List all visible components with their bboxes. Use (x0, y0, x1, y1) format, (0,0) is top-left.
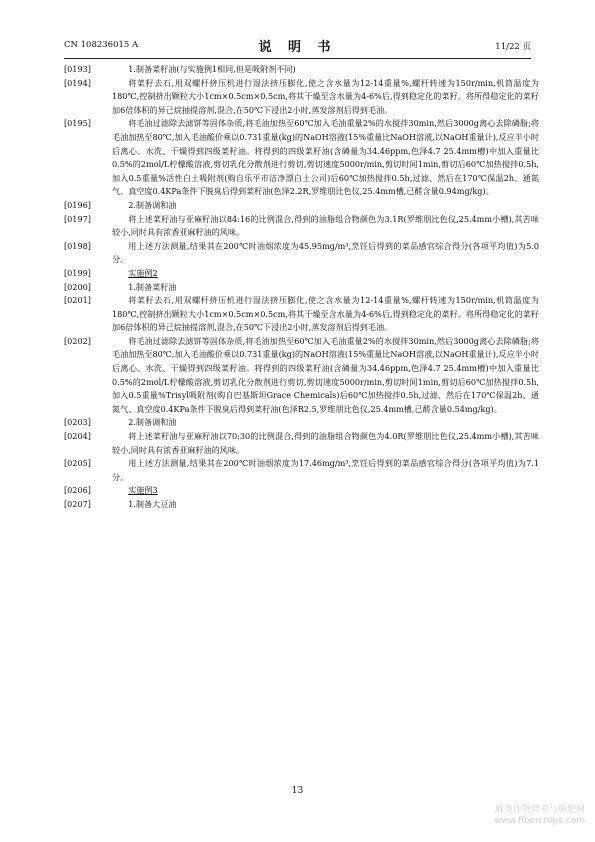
paragraph-number: [0198] (64, 240, 91, 251)
paragraph-text (112, 267, 539, 281)
paragraph-text: 1.制备菜籽油(与实施例1相同,但是吸附剂不同) (128, 64, 296, 74)
paragraph-text: 1.制备菜籽油 (128, 281, 177, 292)
patent-number: CN 108236015 A (64, 40, 139, 50)
paragraph (64, 63, 539, 77)
paragraph-number: [0196] (64, 199, 91, 210)
paragraph-text: 用上述方法测量,结果其在200℃时油烟浓度为17.46mg/m³,烹饪后得到的菜品感官综合得分(各项平均值)为7.1分。 (112, 458, 539, 482)
paragraph-text: 1.制备大豆油 (128, 499, 177, 509)
paragraph (64, 457, 539, 484)
page-header (64, 36, 531, 58)
paragraph-number: [0195] (64, 118, 91, 129)
paragraph-number: [0203] (64, 417, 91, 428)
paragraph (64, 213, 539, 240)
page-indicator: 11/22 页 (495, 42, 531, 52)
paragraph-number: [0204] (64, 431, 91, 442)
document-title: 说 明 书 (258, 40, 337, 55)
paragraph-number: [0199] (64, 267, 91, 278)
paragraph-number: [0194] (64, 77, 91, 88)
example-heading: 实施例2 (128, 267, 158, 278)
header-rule (64, 58, 531, 59)
page-number: 13 (291, 786, 304, 796)
paragraph-text: 将毛油过滤除去滤饼等固体杂质,将毛油加热至60℃加入毛油重量2%的水搅拌30min,然后3000g离心去除磷脂;将毛油加热至80℃,加入毛油酸价乘以0.731重量(kg)的NaOH溶液(15%重量比NaOH溶液,以NaOH重量计),反应半小时后离心、水洗、干燥得到四级菜籽油。将得到的四级菜籽油(含磷量为34.46ppm,色泽4.7 25.4mm槽)中加入重量比0.5%的2mol/L柠檬酸溶液,剪切乳化分散剂进行剪切,剪切速度5000r/min,剪切时间1min,剪切后60℃加热搅拌0.5h,加入0.5重量%活性白土吸附剂(购自乐平市洁净漂白土公司)后60℃加热搅拌0.5h,过滤、然后在170℃保温2h、通氮气、真空度0.4KPa条件下脱臭后得到菜籽油(色泽2.2R,罗维朋比色仪,25.4mm槽,已醛含量0.94mg/kg)。 (112, 118, 539, 197)
watermark-line-2: www.fibercrops.com (494, 816, 585, 826)
paragraph (64, 416, 539, 430)
paragraph-text (112, 484, 539, 498)
paragraph (64, 267, 539, 281)
paragraph-number: [0205] (64, 458, 91, 469)
paragraph-text: 2.制备调和油 (128, 199, 177, 210)
paragraph (64, 294, 539, 335)
example-heading: 实施例3 (128, 485, 158, 496)
paragraph (64, 484, 539, 498)
paragraph-text: 将毛油过滤除去滤饼等固体杂质,将毛油加热至60℃加入毛油重量2%的水搅拌30min,然后3000g离心去除磷脂;将毛油加热至80℃,加入毛油酸价乘以0.731重量(kg)的NaOH溶液(15%重量比NaOH溶液,以NaOH重量计),反应半小时后离心、水洗、干燥得到四级菜籽油。将得到的四级菜籽油(含磷量为34.46ppm,色泽4.7 25.4mm槽)中加入重量比0.5%的2mol/L柠檬酸溶液,剪切乳化分散剂进行剪切,剪切速度5000r/min,剪切时间1min,剪切后60℃加热搅拌0.5h,加入0.5重量%Trisyl吸附剂(购自巴基斯坦Grace Chemicals)后60℃加热搅拌0.5h,过滤、然后在170℃保温2h、通氮气、真空度0.4KPa条件下脱臭后得到菜籽油(色泽R2.5,罗维朋比色仪,25.4mm槽,已醛含量0.54mg/kg)。 (112, 335, 539, 414)
paragraph-number: [0202] (64, 335, 91, 346)
paragraph (64, 281, 539, 295)
paragraph-text: 将菜籽去石,用双螺杆挤压机进行湿法挤压膨化,使之含水量为12-14重量%,螺杆转速为150r/min,机筒温度为180℃,控制挤出颗粒大小1cm×0.5cm×0.5cm,将其干燥至含水量为4-6%后,得到稳定化的菜籽。将所得稳定化的菜籽加6倍体积的异己烷抽提溶剂,混合,在50℃下浸出2小时,蒸发溶剂后得到毛油。 (112, 295, 539, 333)
paragraph (64, 117, 539, 199)
paragraph (64, 335, 539, 417)
paragraph-number: [0197] (64, 213, 91, 224)
paragraph (64, 240, 539, 267)
paragraph (64, 430, 539, 457)
watermark-line-1: 麻类作物营养与施肥网 (494, 805, 585, 815)
paragraph-number: [0207] (64, 499, 91, 509)
paragraph-number: [0200] (64, 281, 91, 292)
paragraph-text: 将上述菜籽油与亚麻籽油以70:30的比例混合,得到的油脂组合物颜色为4.0R(罗维朋比色仪,25.4mm小槽),其苦味较小,同时具有浓香亚麻籽油的风味。 (112, 431, 539, 455)
document-body (64, 63, 539, 512)
paragraph-number: [0206] (64, 485, 91, 496)
paragraph (64, 199, 539, 213)
watermark (494, 805, 585, 827)
paragraph-text: 将上述菜籽油与亚麻籽油以84:16的比例混合,得到的油脂组合物颜色为3.1R(罗维朋比色仪,25.4mm小槽),其苦味较小,同时具有浓香亚麻籽油的风味。 (112, 213, 539, 238)
paragraph-number: [0193] (64, 64, 91, 74)
paragraph-text: 2.制备调和油 (128, 417, 177, 428)
paragraph-text: 用上述方法测量,结果其在200℃时油烟浓度为45.95mg/m³,烹饪后得到的菜品感官综合得分(各项平均值)为5.0分。 (112, 240, 539, 265)
paragraph-text: 将菜籽去石,用双螺杆挤压机进行湿法挤压膨化,使之含水量为12-14重量%,螺杆转速为150r/min,机筒温度为180℃,控制挤出颗粒大小1cm×0.5cm×0.5cm,将其干燥至含水量为4-6%后,得到稳定化的菜籽。将所得稳定化的菜籽加6倍体积的异己烷抽提溶剂,混合,在50℃下浸出2小时,蒸发溶剂后得到毛油。 (112, 77, 539, 115)
paragraph (64, 498, 539, 512)
paragraph-number: [0201] (64, 295, 91, 306)
paragraph (64, 77, 539, 118)
